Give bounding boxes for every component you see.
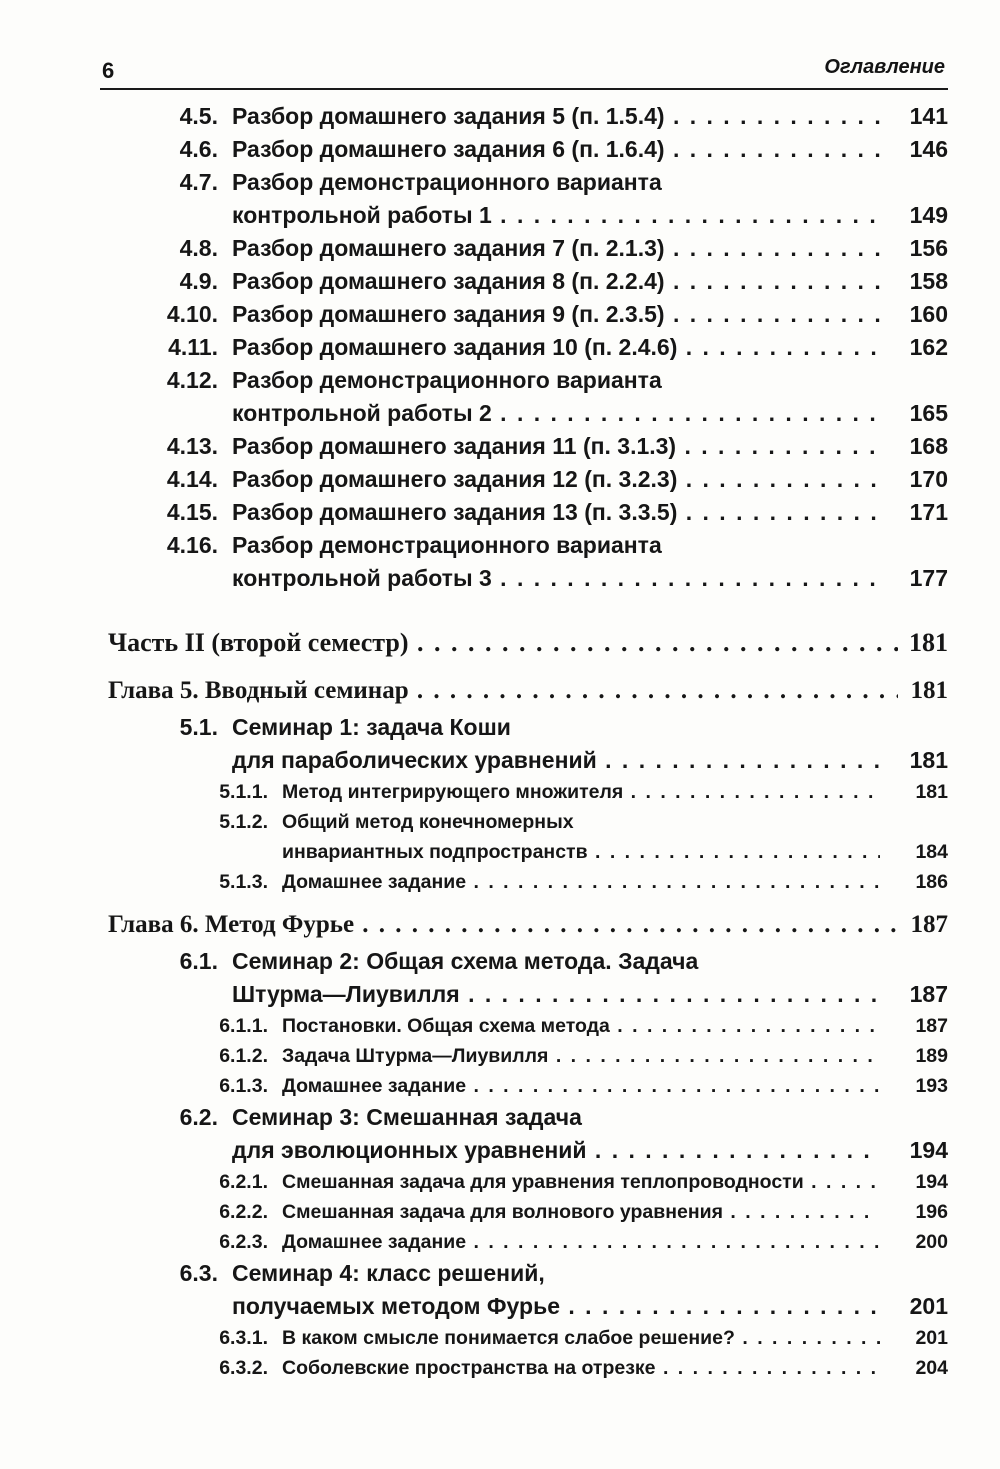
toc-entry-number: 5.1.2. xyxy=(219,811,268,833)
toc-entry[interactable] xyxy=(0,166,1000,232)
toc-entry-number: 6.1.3. xyxy=(219,1075,268,1097)
table-of-contents xyxy=(0,100,1000,1383)
toc-entry-number: 6.3.2. xyxy=(219,1357,268,1379)
toc-entry-title: Разбор демонстрационного варианта xyxy=(232,367,662,393)
toc-entry-page: 149 xyxy=(909,202,948,228)
toc-entry[interactable] xyxy=(0,1041,1000,1071)
toc-entry-number: 5.1.3. xyxy=(219,871,268,893)
toc-entry[interactable] xyxy=(0,265,1000,298)
toc-entry[interactable] xyxy=(0,1011,1000,1041)
toc-entry-title: Разбор демонстрационного варианта xyxy=(232,169,662,195)
toc-entry-title: Соболевские пространства на отрезке . . . xyxy=(282,1353,880,1383)
toc-entry[interactable] xyxy=(0,331,1000,364)
toc-entry-title: Семинар 1: задача Коши xyxy=(232,714,511,740)
toc-entry-number: 6.1. xyxy=(179,948,218,974)
toc-entry-page: 194 xyxy=(909,1137,948,1163)
toc-entry-title: Разбор домашнего задания 10 (п. 2.4.6) . . . xyxy=(232,331,880,364)
toc-entry[interactable] xyxy=(0,623,1000,663)
toc-entry-page: 177 xyxy=(909,565,948,591)
toc-entry-title: Домашнее задание . . . xyxy=(282,867,880,897)
toc-entry-title: Разбор домашнего задания 8 (п. 2.2.4) . . . xyxy=(232,265,880,298)
toc-entry-title: для параболических уравнений . . . xyxy=(232,744,880,777)
toc-entry[interactable] xyxy=(0,298,1000,331)
toc-entry-title: Семинар 3: Смешанная задача xyxy=(232,1104,582,1130)
toc-entry[interactable] xyxy=(0,1323,1000,1353)
toc-entry[interactable] xyxy=(0,133,1000,166)
toc-entry-number: 6.2.1. xyxy=(219,1171,268,1193)
toc-entry-title: Разбор домашнего задания 13 (п. 3.3.5) . . . xyxy=(232,496,880,529)
toc-entry-number: 4.8. xyxy=(179,235,218,261)
toc-entry-number: 6.2. xyxy=(179,1104,218,1130)
toc-entry-number: 4.16. xyxy=(166,532,218,558)
toc-entry-title: Общий метод конечномерных xyxy=(282,811,574,833)
toc-entry[interactable] xyxy=(0,1101,1000,1167)
toc-entry-page: 189 xyxy=(915,1045,948,1067)
toc-entry-page: 181 xyxy=(909,628,948,657)
toc-entry-number: 4.6. xyxy=(179,136,218,162)
toc-entry-page: 141 xyxy=(909,103,948,129)
toc-entry-page: 156 xyxy=(909,235,948,261)
toc-entry[interactable] xyxy=(0,777,1000,807)
toc-entry-title: Домашнее задание . . . xyxy=(282,1071,880,1101)
toc-entry-page: 193 xyxy=(915,1075,948,1097)
toc-entry-title: Разбор домашнего задания 11 (п. 3.1.3) . . . xyxy=(232,430,880,463)
toc-entry-page: 187 xyxy=(910,911,948,938)
toc-entry[interactable] xyxy=(0,1353,1000,1383)
toc-entry-number: 4.11. xyxy=(168,334,218,360)
toc-entry[interactable] xyxy=(0,711,1000,777)
toc-entry-number: 6.3. xyxy=(179,1260,218,1286)
toc-entry[interactable] xyxy=(0,867,1000,897)
toc-entry[interactable] xyxy=(0,232,1000,265)
toc-entry-page: 146 xyxy=(909,136,948,162)
toc-entry[interactable] xyxy=(0,671,1000,711)
toc-entry-title: Семинар 2: Общая схема метода. Задача xyxy=(232,948,699,974)
toc-entry[interactable] xyxy=(0,364,1000,430)
toc-entry-title: Домашнее задание . . . xyxy=(282,1227,880,1257)
toc-entry-title: контрольной работы 2 . . . xyxy=(232,397,880,430)
toc-entry[interactable] xyxy=(0,496,1000,529)
toc-entry-page: 194 xyxy=(915,1171,948,1193)
toc-entry[interactable] xyxy=(0,1257,1000,1323)
toc-entry-page: 201 xyxy=(915,1327,948,1349)
toc-entry-page: 186 xyxy=(915,871,948,893)
toc-entry-page: 170 xyxy=(909,466,948,492)
toc-entry-number: 4.7. xyxy=(179,169,218,195)
toc-entry-number: 6.2.2. xyxy=(219,1201,268,1223)
toc-entry-number: 4.12. xyxy=(166,367,218,393)
header-rule xyxy=(100,88,948,90)
toc-entry[interactable] xyxy=(0,430,1000,463)
toc-entry-title: для эволюционных уравнений . . . xyxy=(232,1134,880,1167)
toc-entry-number: 4.14. xyxy=(166,466,218,492)
toc-entry-number: 4.15. xyxy=(166,499,218,525)
toc-entry[interactable] xyxy=(0,463,1000,496)
toc-entry-page: 204 xyxy=(915,1357,948,1379)
toc-entry[interactable] xyxy=(0,1167,1000,1197)
toc-entry[interactable] xyxy=(0,945,1000,1011)
toc-entry-page: 181 xyxy=(909,747,948,773)
toc-entry-number: 4.5. xyxy=(179,103,218,129)
toc-entry-title: Смешанная задача для уравнения теплопроводности . . . xyxy=(282,1167,880,1197)
running-title: Оглавление xyxy=(824,56,945,78)
toc-entry-page: 171 xyxy=(909,499,948,525)
toc-entry-title: Задача Штурма—Лиувилля . . . xyxy=(282,1041,880,1071)
toc-entry-title: Глава 5. Вводный семинар . . . xyxy=(108,671,898,711)
toc-entry[interactable] xyxy=(0,1071,1000,1101)
toc-entry-title: Разбор демонстрационного варианта xyxy=(232,532,662,558)
toc-entry[interactable] xyxy=(0,100,1000,133)
toc-entry-page: 187 xyxy=(909,981,948,1007)
toc-entry-title: Разбор домашнего задания 7 (п. 2.1.3) . . . xyxy=(232,232,880,265)
toc-entry-page: 187 xyxy=(915,1015,948,1037)
page-number: 6 xyxy=(102,58,115,83)
toc-entry-title: Семинар 4: класс решений, xyxy=(232,1260,545,1286)
toc-entry[interactable] xyxy=(0,807,1000,867)
toc-entry-number: 4.13. xyxy=(166,433,218,459)
toc-entry-number: 6.1.1. xyxy=(219,1015,268,1037)
toc-entry-number: 5.1. xyxy=(179,714,218,740)
toc-entry-title: Разбор домашнего задания 6 (п. 1.6.4) . . . xyxy=(232,133,880,166)
toc-entry-number: 6.3.1. xyxy=(219,1327,268,1349)
toc-entry[interactable] xyxy=(0,1227,1000,1257)
toc-entry-page: 196 xyxy=(915,1201,948,1223)
toc-entry-page: 158 xyxy=(909,268,948,294)
toc-entry-title: инвариантных подпространств . . . xyxy=(282,837,880,867)
toc-entry-page: 162 xyxy=(909,334,948,360)
toc-entry-title: Часть II (второй семестр) . . . xyxy=(108,623,898,663)
toc-entry-page: 184 xyxy=(915,841,948,863)
toc-entry-title: Разбор домашнего задания 9 (п. 2.3.5) . . . xyxy=(232,298,880,331)
toc-entry-title: Штурма—Лиувилля . . . xyxy=(232,978,880,1011)
toc-entry-title: Постановки. Общая схема метода . . . xyxy=(282,1011,880,1041)
toc-entry[interactable] xyxy=(0,1197,1000,1227)
toc-entry-number: 5.1.1. xyxy=(219,781,268,803)
toc-entry-title: Разбор домашнего задания 5 (п. 1.5.4) . . . xyxy=(232,100,880,133)
toc-entry-page: 165 xyxy=(909,400,948,426)
toc-entry-title: В каком смысле понимается слабое решение? . . . xyxy=(282,1323,880,1353)
toc-entry-title: получаемых методом Фурье . . . xyxy=(232,1290,880,1323)
toc-entry-number: 4.10. xyxy=(166,301,218,327)
toc-entry-number: 6.2.3. xyxy=(219,1231,268,1253)
toc-entry-page: 181 xyxy=(915,781,948,803)
toc-entry-page: 168 xyxy=(909,433,948,459)
toc-entry-title: Разбор домашнего задания 12 (п. 3.2.3) . . . xyxy=(232,463,880,496)
toc-entry-title: Метод интегрирующего множителя . . . xyxy=(282,777,880,807)
toc-entry[interactable] xyxy=(0,529,1000,595)
toc-entry-page: 160 xyxy=(909,301,948,327)
toc-entry-page: 200 xyxy=(915,1231,948,1253)
toc-entry-number: 4.9. xyxy=(179,268,218,294)
toc-entry-title: Глава 6. Метод Фурье . . . xyxy=(108,905,898,945)
toc-entry[interactable] xyxy=(0,905,1000,945)
toc-entry-title: контрольной работы 1 . . . xyxy=(232,199,880,232)
toc-entry-page: 181 xyxy=(910,677,948,704)
toc-entry-page: 201 xyxy=(909,1293,948,1319)
toc-entry-title: контрольной работы 3 . . . xyxy=(232,562,880,595)
toc-entry-title: Смешанная задача для волнового уравнения . . . xyxy=(282,1197,880,1227)
toc-entry-number: 6.1.2. xyxy=(219,1045,268,1067)
